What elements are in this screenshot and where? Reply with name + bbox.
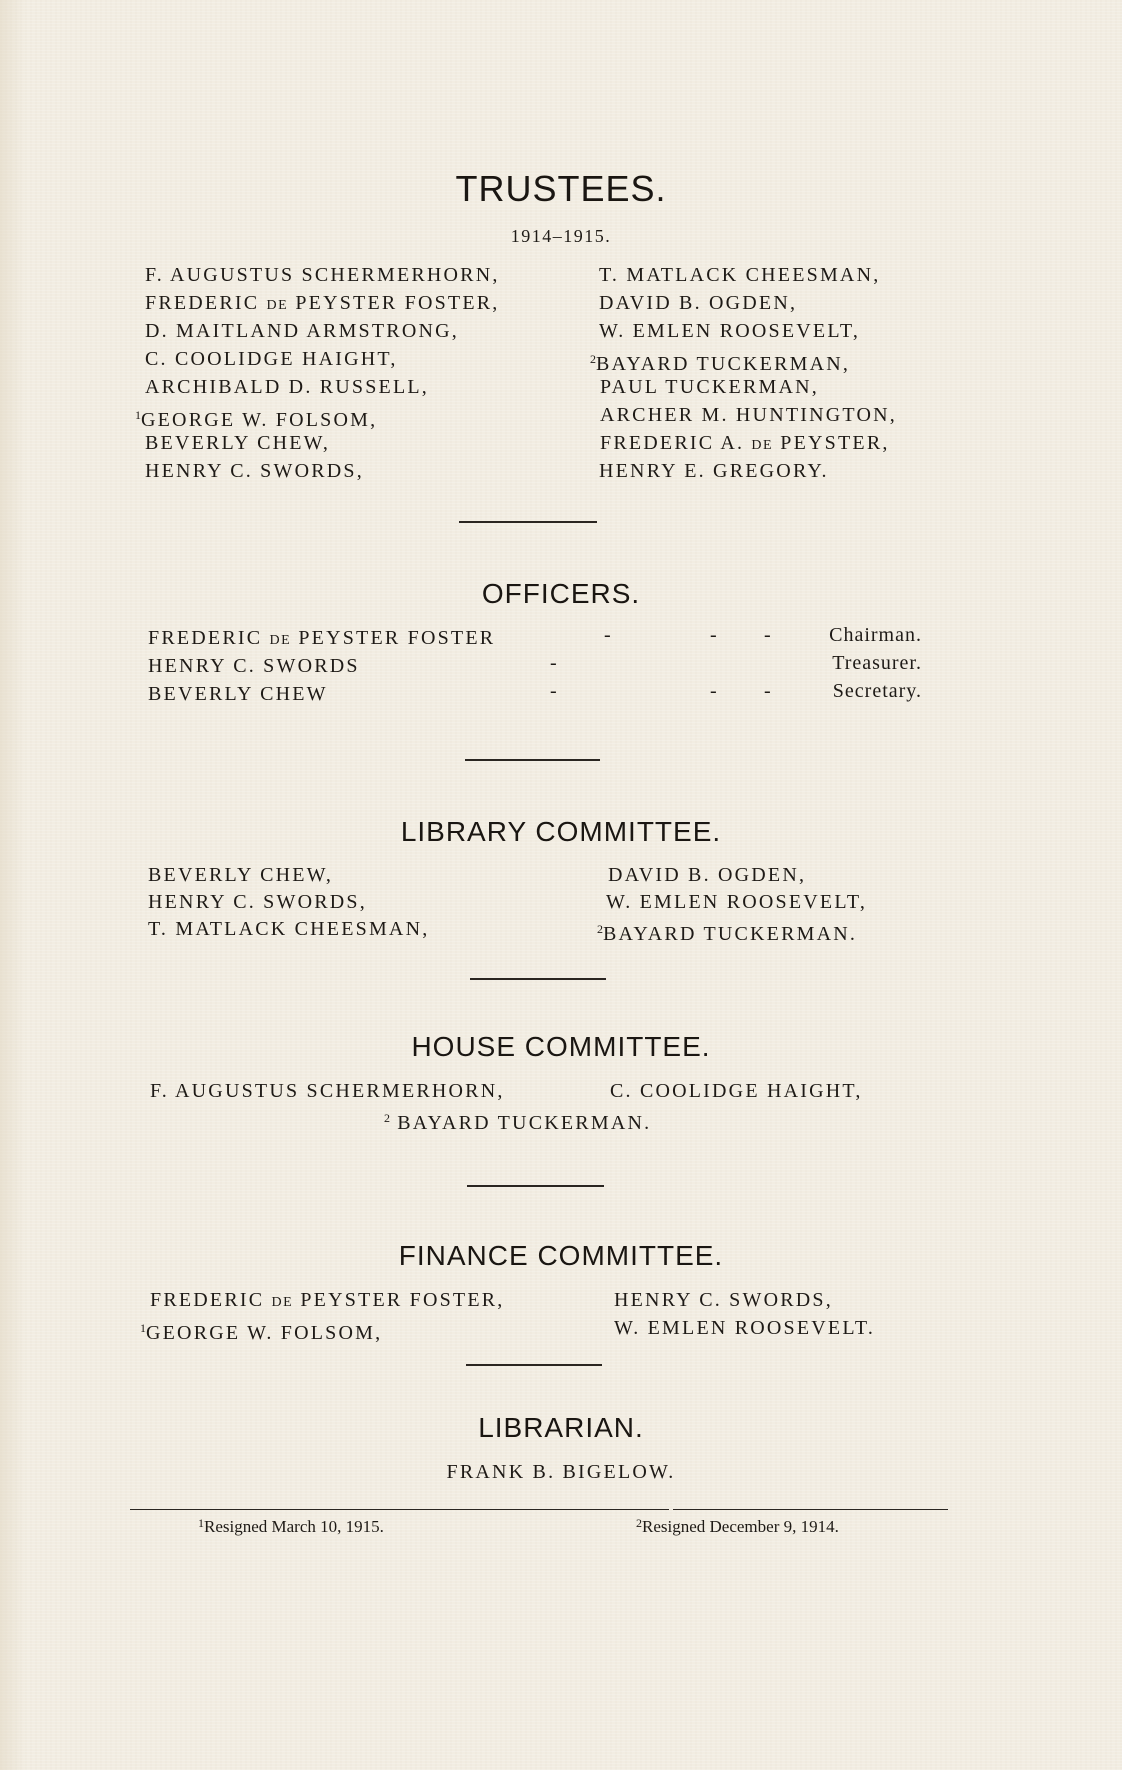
- leader-dash: -: [710, 680, 717, 702]
- footnote-marker: 1: [140, 1321, 146, 1335]
- officers-heading: OFFICERS.: [481, 578, 641, 609]
- trustee-name: C. COOLIDGE HAIGHT,: [145, 348, 398, 370]
- officer-name: FREDERIC DE PEYSTER FOSTER: [148, 627, 496, 649]
- paper-edge-shadow: [0, 0, 26, 1770]
- footnote-marker: 2: [590, 352, 596, 366]
- librarian-heading: LIBRARIAN.: [478, 1412, 644, 1443]
- officer-name: BEVERLY CHEW: [148, 683, 328, 705]
- trustee-name: DAVID B. OGDEN,: [599, 292, 798, 314]
- trustees-heading: TRUSTEES.: [455, 168, 667, 209]
- leader-dash: -: [764, 624, 771, 646]
- officer-title: Treasurer.: [832, 652, 922, 674]
- finance-committee-heading: FINANCE COMMITTEE.: [398, 1240, 724, 1271]
- committee-member: C. COOLIDGE HAIGHT,: [610, 1080, 863, 1102]
- footnote-marker: 2: [597, 922, 603, 936]
- trustee-name: F. AUGUSTUS SCHERMERHORN,: [145, 264, 500, 286]
- trustee-name: ARCHIBALD D. RUSSELL,: [145, 376, 429, 398]
- trustee-name: ARCHER M. HUNTINGTON,: [600, 404, 897, 426]
- footnote-marker: 1: [198, 1516, 204, 1530]
- footnote-marker: 1: [135, 408, 141, 422]
- footnote-rule: [673, 1509, 948, 1510]
- committee-member: F. AUGUSTUS SCHERMERHORN,: [150, 1080, 505, 1102]
- officer-title: Secretary.: [832, 680, 922, 702]
- trustee-name: $^2$BAYARD TUCKERMAN,: [590, 352, 851, 375]
- footnote: $^1$Resigned March 10, 1915.: [198, 1516, 384, 1536]
- committee-member: $^1$GEORGE W. FOLSOM,: [140, 1321, 383, 1344]
- trustee-name: HENRY C. SWORDS,: [145, 460, 364, 482]
- footnote: $^2$Resigned December 9, 1914.: [636, 1516, 839, 1536]
- house-committee-heading: HOUSE COMMITTEE.: [411, 1031, 711, 1062]
- section-divider: [465, 759, 600, 761]
- committee-member: W. EMLEN ROOSEVELT,: [606, 891, 868, 913]
- section-divider: [467, 1185, 604, 1187]
- officer-title: Chairman.: [829, 624, 922, 646]
- leader-dash: -: [550, 680, 557, 702]
- library-committee-heading: LIBRARY COMMITTEE.: [400, 816, 722, 847]
- leader-dash: -: [604, 624, 611, 646]
- section-divider: [459, 521, 597, 523]
- footnote-rule: [130, 1509, 669, 1510]
- footnote-marker: 2: [636, 1516, 642, 1530]
- librarian-name: FRANK B. BIGELOW.: [446, 1461, 676, 1483]
- officer-name: HENRY C. SWORDS: [148, 655, 360, 677]
- committee-member: $^2$ BAYARD TUCKERMAN.: [384, 1111, 652, 1134]
- trustee-name: PAUL TUCKERMAN,: [600, 376, 819, 398]
- leader-dash: -: [710, 624, 717, 646]
- trustee-name: W. EMLEN ROOSEVELT,: [599, 320, 861, 342]
- committee-member: $^2$BAYARD TUCKERMAN.: [597, 922, 858, 945]
- leader-dash: -: [764, 680, 771, 702]
- trustee-name: BEVERLY CHEW,: [145, 432, 331, 454]
- trustee-name: D. MAITLAND ARMSTRONG,: [145, 320, 459, 342]
- trustee-name: T. MATLACK CHEESMAN,: [599, 264, 881, 286]
- committee-member: BEVERLY CHEW,: [148, 864, 334, 886]
- footnote-marker: 2: [384, 1111, 390, 1125]
- trustee-name: $^1$GEORGE W. FOLSOM,: [135, 408, 378, 431]
- trustee-name: FREDERIC DE PEYSTER FOSTER,: [145, 292, 500, 314]
- committee-member: FREDERIC DE PEYSTER FOSTER,: [150, 1289, 505, 1311]
- trustee-name: FREDERIC A. DE PEYSTER,: [600, 432, 890, 454]
- committee-member: HENRY C. SWORDS,: [614, 1289, 833, 1311]
- section-divider: [466, 1364, 602, 1366]
- committee-member: HENRY C. SWORDS,: [148, 891, 367, 913]
- committee-member: T. MATLACK CHEESMAN,: [148, 918, 430, 940]
- committee-member: W. EMLEN ROOSEVELT.: [614, 1317, 876, 1339]
- leader-dash: -: [550, 652, 557, 674]
- committee-member: DAVID B. OGDEN,: [608, 864, 807, 886]
- section-divider: [470, 978, 606, 980]
- trustees-years: 1914–1915.: [510, 226, 612, 246]
- trustee-name: HENRY E. GREGORY.: [599, 460, 829, 482]
